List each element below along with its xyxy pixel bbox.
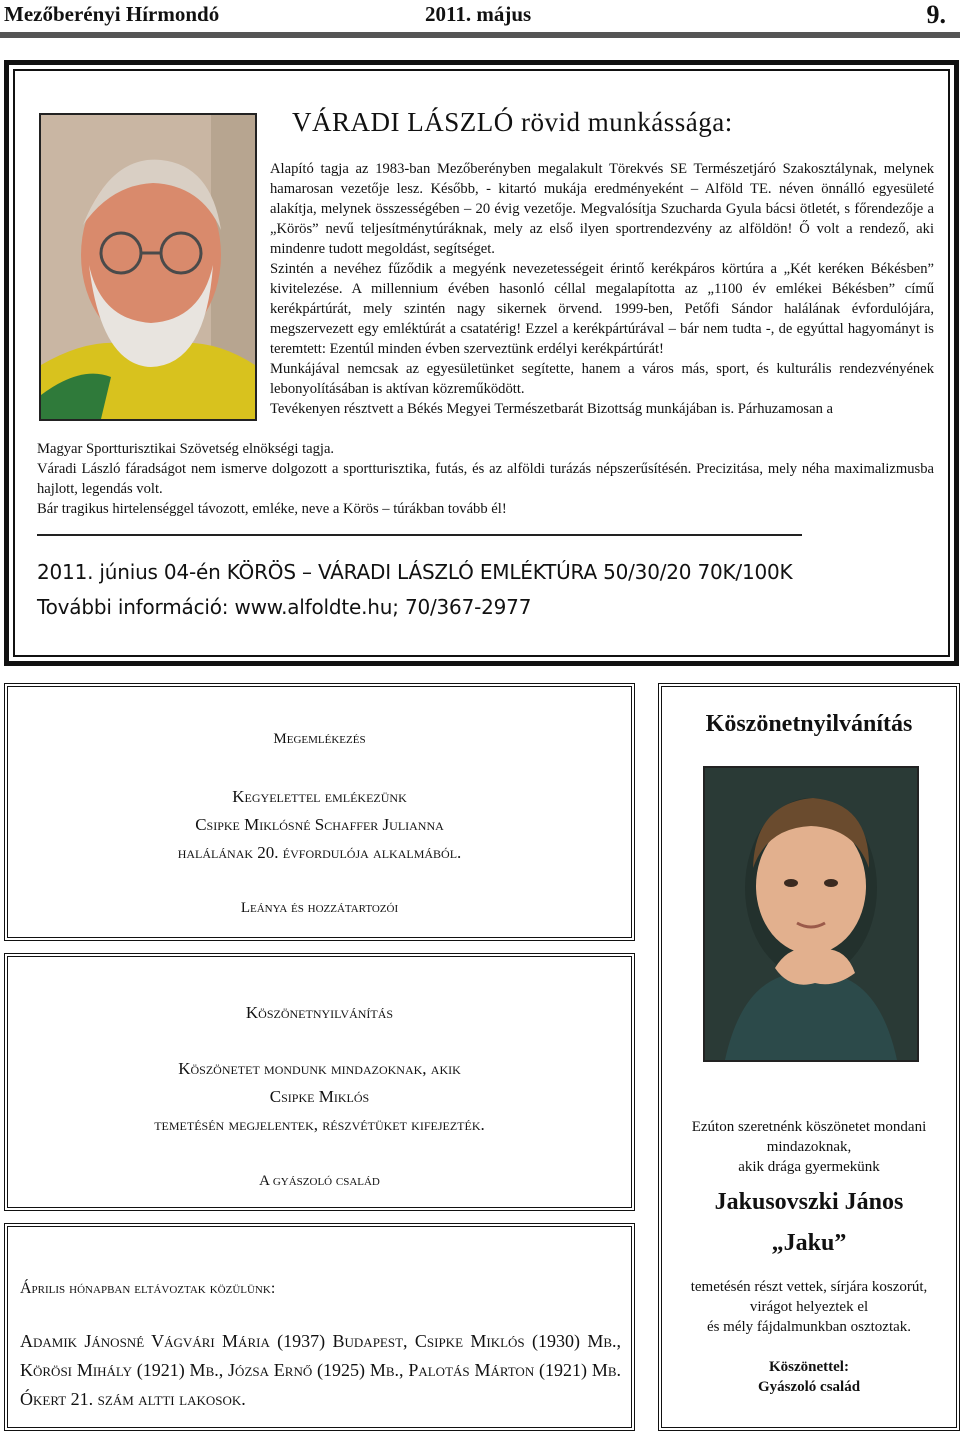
article-paragraph-6: Bár tragikus hirtelenséggel távozott, emléke, neve a Körös – túrákban tovább él!	[37, 501, 507, 517]
publication-name: Mezőberényi Hírmondó	[4, 2, 220, 26]
portrait-photo	[39, 113, 257, 421]
thanks-left-line-1: Köszönetet mondunk mindazoknak, akik	[178, 1059, 461, 1078]
deceased-name: Jakusovszki János	[714, 1189, 904, 1215]
event-announcement: 2011. június 04-én KÖRÖS – VÁRADI LÁSZLÓ EMLÉKTÚRA 50/30/20 70K/100K	[37, 560, 793, 584]
event-info-link: További információ: www.alfoldte.hu; 70/367-2977	[37, 595, 532, 619]
article-paragraph-4-end: Magyar Sportturisztikai Szövetség elnökségi tagja.	[37, 441, 335, 457]
memorial-signature: Leánya és hozzátartozói	[240, 900, 399, 916]
article-body-column	[270, 159, 934, 419]
article-paragraph-4-start: Tevékenyen résztvett a Békés Megyei Természetbarát Bizottság munkájában is. Párhuzamosan a	[270, 401, 833, 417]
thanks-right-outro-2: virágot helyeztek el	[749, 1299, 869, 1315]
article-paragraph-3: Munkájával nemcsak az egyesületünket segítette, hanem a város más, sport, és kulturális rendezvényének lebonyolításában is aktívan közreműködött.	[270, 361, 934, 397]
deceased-nickname: „Jaku”	[771, 1230, 847, 1256]
header-rule	[0, 32, 960, 38]
thanks-left-line-3: temetésén megjelentek, részvétüket kifejezték.	[154, 1115, 485, 1134]
thanks-right-outro-3: és mély fájdalmunkban osztoztak.	[706, 1319, 912, 1335]
memorial-line-1: Kegyelettel emlékezünk	[232, 787, 407, 806]
thanks-left-heading: Köszönetnyilvánítás	[245, 1003, 394, 1022]
thanks-box-left	[4, 953, 635, 1211]
article-divider	[37, 534, 802, 536]
memorial-heading: Megemlékezés	[273, 731, 366, 747]
memorial-line-2: Csipke Miklósné Schaffer Julianna	[195, 815, 444, 834]
thanks-right-intro-1: Ezúton szeretnénk köszönetet mondani	[691, 1119, 927, 1135]
thanks-left-line-2: Csipke Miklós	[269, 1087, 370, 1106]
article-paragraph-2: Szintén a nevéhez fűződik a megyénk nevezetességeit érintő kerékpáros körtúra a „Két keréken Békésben” kivitelezése. A millennium évében hasonló céllal megalapította az „1100 év emlékei Békésben” című kerékpártúrát, mely szintén nagy sikernek örvend. 1999-ben, Petőfi Sándor halálának évfordulójára, megszervezett egy emléktúrát a csatatérig! Ezzel a kerékpártúrával – bár nem tudta -, de egyúttal hagyományt is teremtett: Ezentúl minden évben szerveztünk erdélyi kerékpártúrát!	[270, 261, 934, 357]
thanks-left-signature: A gyászoló család	[259, 1173, 380, 1189]
thanks-box-right	[658, 683, 960, 1431]
portrait-photo-boy	[703, 766, 919, 1062]
thanks-right-title: Köszönetnyilvánítás	[705, 711, 913, 737]
thanks-right-closing-2: Gyászoló család	[757, 1379, 861, 1395]
article-paragraph-5: Váradi László fáradságot nem ismerve dolgozott a sportturisztika, futás, és az alföldi turázás népszerűsítésén. Precizitása, mely néha maximalizmusba hajlott, legendás volt.	[37, 461, 934, 497]
page-number: 9.	[926, 0, 946, 29]
thanks-right-intro-3: akik drága gyermekünk	[738, 1159, 880, 1175]
issue-date: 2011. május	[425, 2, 532, 26]
memorial-box	[4, 683, 635, 941]
page-header	[0, 0, 960, 34]
thanks-right-outro-1: temetésén részt vettek, sírjára koszorút,	[690, 1279, 928, 1295]
deaths-heading: Április hónapban eltávoztak közülünk:	[20, 1280, 276, 1297]
article-paragraph-1: Alapító tagja az 1983-ban Mezőberényben megalakult Törekvés SE Természetjáró Szakosztálynak, melynek hamarosan vezetője lesz. Később, - kitartó mukája eredményeként – Alföld TE. néven önnálló egyesületé alakítja, melynek összességében – 20 évig vezetője. Megvalósítja Szucharda Gyula bácsi ötletét, s főrendezője a „Körös” nevű teljesítménytúráknak, mely az első ilyen sportrendezvény az alföldön! Ő volt a rendező, aki mindenre tudott megoldást, segítséget.	[270, 161, 934, 257]
thanks-right-closing-1: Köszönettel:	[769, 1359, 849, 1375]
memorial-line-3: halálának 20. évfordulója alkalmából.	[177, 843, 462, 862]
deaths-list: Adamik Jánosné Vágvári Mária (1937) Budapest, Csipke Miklós (1930) Mb., Körösi Mihály (1921) Mb., Józsa Ernő (1925) Mb., Palotás Márton (1921) Mb. Ókert 21. szám altti lakosok.	[20, 1331, 621, 1409]
article-title: VÁRADI LÁSZLÓ rövid munkássága:	[292, 107, 733, 137]
article-box	[4, 60, 959, 666]
deaths-box	[4, 1223, 635, 1431]
thanks-right-intro-2: mindazoknak,	[766, 1139, 852, 1155]
